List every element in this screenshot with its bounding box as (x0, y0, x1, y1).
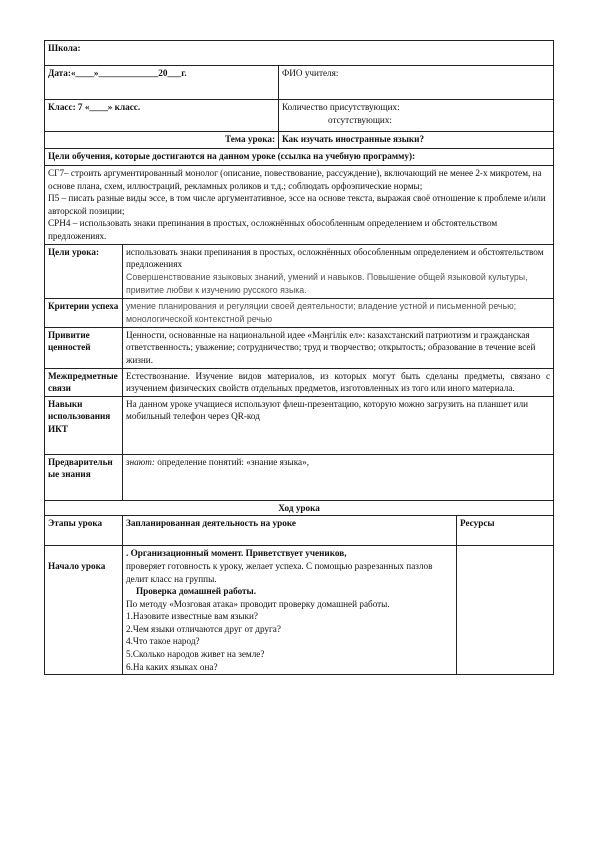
col-resources-header: Ресурсы (457, 516, 554, 546)
prior-knowledge-label: Предварительные знания (45, 454, 123, 500)
ict-label: Навыки использования ИКТ (45, 396, 123, 454)
criteria-value: умение планирования и регуляции своей деятельности; владение устной и письменной речью; монологической контекстной речью (123, 298, 554, 327)
present-label: Количество присутствующих: (282, 102, 400, 112)
col-activity-header: Запланированная деятельность на уроке (123, 516, 457, 546)
topic-value: Как изучать иностранные языки? (279, 132, 554, 149)
lesson-goal-1: использовать знаки препинания в простых, осложнённых обособленным определением и обстоятельством предложениях (126, 246, 544, 270)
stage-start-activity (123, 546, 457, 675)
class-field: Класс: 7 «____» класс. (45, 100, 279, 132)
goal-item: СГ7– строить аргументированный монолог (описание, повествование, рассуждение), включающий не менее 2-х микротем, на основе плана, схем, иллюстраций, рекламных роликов и т.д.; соблюдать орфоэпические нормы; (48, 168, 542, 191)
homework-title: Проверка домашней работы. (136, 586, 257, 597)
question-item: 1.Назовите известные вам языки? (126, 611, 259, 622)
course-heading: Ход урока (45, 500, 554, 516)
attendance-field (279, 100, 554, 132)
question-item: 5.Сколько народов живет на земле? (126, 649, 265, 660)
goal-item: П5 – писать разные виды эссе, в том числе аргументативное, эссе на основе текста, выражая своё отношение к проблеме и/или авторской позиции; (48, 193, 546, 216)
question-item: 2.Чем языки отличаются друг от друга? (126, 623, 281, 634)
question-item: 4.Что такое народ? (126, 636, 200, 647)
col-stages-header: Этапы урока (45, 516, 123, 546)
lesson-plan-table (44, 40, 554, 675)
homework-text: По методу «Мозговая атака» проводит проверку домашней работы. (126, 598, 390, 609)
org-moment-text: проверяет готовность к уроку, желает успеха. С помощью разрезанных пазлов делит класс на группы. (126, 560, 433, 584)
goals-heading: Цели обучения, которые достигаются на данном уроке (ссылка на учебную программу): (45, 149, 554, 166)
teacher-field: ФИО учителя: (279, 66, 554, 100)
question-item: 6.На каких языках она? (126, 661, 218, 672)
lesson-goal-2: Совершенствование языковых знаний, умений и навыков. Повышение общей языковой культуры, привитие любви к изучению русского языка. (126, 271, 528, 295)
interdisciplinary-value: Естествознание. Изучение видов материалов, из которых могут быть сделаны предметы, связано с изучением физических свойств отдельных предметов, изготовленных из того или иного материала. (123, 368, 554, 396)
lesson-goals-label: Цели урока: (45, 244, 123, 298)
prior-knowledge-value (123, 454, 554, 500)
criteria-label: Критерии успеха (45, 298, 123, 327)
date-field: Дата:«____»_____________20___г. (45, 66, 279, 100)
lesson-goals-value (123, 244, 554, 298)
school-field: Школа: (45, 41, 554, 66)
org-moment-title: . Организационный момент. Приветствует учеников, (126, 548, 347, 559)
stage-start-resources (457, 546, 554, 675)
absent-label: отсутствующих: (328, 114, 392, 125)
interdisciplinary-label: Межпредметные связи (45, 368, 123, 396)
prior-knowledge-text: определение понятий: «знание языка», (154, 456, 310, 467)
prior-knowledge-em: знают: (126, 456, 155, 467)
topic-label: Тема урока: (45, 132, 279, 149)
lesson-plan (44, 40, 553, 675)
stage-start: Начало урока (45, 546, 123, 675)
goals-list (45, 166, 554, 245)
values-label: Привитие ценностей (45, 327, 123, 368)
goal-item: СРН4 – использовать знаки препинания в простых, осложнённых обособленным определением и обстоятельством предложениях. (48, 218, 498, 241)
ict-value: На данном уроке учащиеся используют флеш-презентацию, которую можно загрузить на планшет или мобильный телефон через QR-код (123, 396, 554, 454)
values-value: Ценности, основанные на национальной идее «Мәңгілік ел»: казахстанский патриотизм и гражданская ответственность; уважение; сотрудничество; труд и творчество; открытость; образование в течение всей жизни. (123, 327, 554, 368)
